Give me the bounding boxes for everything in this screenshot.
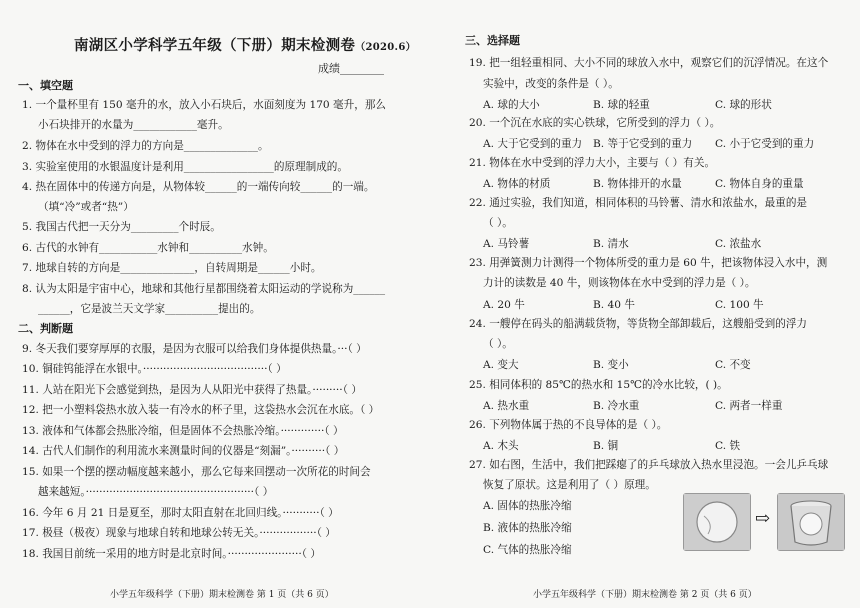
q21-option-a: A. 物体的材质 bbox=[483, 178, 551, 190]
q27-line2: 恢复了原状。这是利用了（ ）原理。 bbox=[483, 479, 656, 491]
q25-option-b: B. 冷水重 bbox=[593, 400, 640, 412]
title-text: 南湖区小学科学五年级（下册）期末检测卷 bbox=[74, 37, 356, 54]
arrow-icon: ⇨ bbox=[755, 508, 771, 529]
q23-option-b: B. 40 牛 bbox=[593, 299, 635, 311]
q19-line2: 实验中，改变的条件是（ ）。 bbox=[483, 78, 619, 90]
q24-line2: （ ）。 bbox=[483, 338, 513, 350]
q20-option-a: A. 大于它受到的重力 bbox=[483, 138, 583, 150]
q26: 26. 下列物体属于热的不良导体的是（ ）。 bbox=[469, 419, 668, 431]
q2: 2. 物体在水中受到的浮力的方向是______________。 bbox=[22, 140, 269, 152]
q23-option-c: C. 100 牛 bbox=[715, 299, 764, 311]
q7: 7. 地球自转的方向是______________，自转周期是______小时。 bbox=[22, 262, 322, 274]
q20: 20. 一个沉在水底的实心铁球，它所受到的浮力（ ）。 bbox=[469, 117, 721, 129]
q21-option-b: B. 物体排开的水量 bbox=[593, 178, 682, 190]
title-date: （2020.6） bbox=[355, 42, 416, 53]
q22-line2: （ ）。 bbox=[483, 217, 513, 229]
q19-line1: 19. 把一组轻重相同、大小不同的球放入水中，观察它们的沉浮情况。在这个 bbox=[469, 57, 829, 69]
score-field: 成绩________ bbox=[318, 62, 384, 75]
page-1-footer: 小学五年级科学（下册）期末检测卷 第 1 页（共 6 页） bbox=[110, 590, 334, 600]
q3: 3. 实验室使用的水银温度计是利用_________________的原理制成的。 bbox=[22, 161, 348, 173]
page-1 bbox=[18, 0, 428, 608]
q9: 9. 冬天我们要穿厚厚的衣服，是因为衣服可以给我们身体提供热量。···（ ） bbox=[22, 343, 367, 355]
section-judge: 二、判断题 bbox=[18, 322, 73, 335]
q26-option-c: C. 铁 bbox=[715, 440, 741, 452]
q22-option-a: A. 马铃薯 bbox=[483, 238, 530, 250]
q1-line2: 小石块排开的水量为____________毫升。 bbox=[38, 119, 229, 131]
q16: 16. 今年 6 月 21 日是夏至，那时太阳直射在北回归线。···········（ ） bbox=[22, 507, 339, 519]
q19-option-c: C. 球的形状 bbox=[715, 99, 772, 111]
dented-ball-icon bbox=[684, 494, 750, 550]
q19-option-a: A. 球的大小 bbox=[483, 99, 540, 111]
q15-line1: 15. 如果一个摆的摆动幅度越来越小，那么它每来回摆动一次所花的时间会 bbox=[22, 466, 371, 478]
q14: 14. 古代人们制作的利用流水来测量时间的仪器是“刻漏”。··········（ ） bbox=[22, 445, 345, 457]
q1-line1: 1. 一个量杯里有 150 毫升的水，放入小石块后，水面刻度为 170 毫升，那么 bbox=[22, 99, 387, 111]
q23-option-a: A. 20 牛 bbox=[483, 299, 525, 311]
q24-option-b: B. 变小 bbox=[593, 359, 629, 371]
section-fill-in: 一、填空题 bbox=[18, 79, 73, 92]
cup-with-ball-icon bbox=[778, 494, 844, 550]
page-2 bbox=[465, 0, 845, 608]
q20-option-b: B. 等于它受到的重力 bbox=[593, 138, 693, 150]
page-title bbox=[74, 34, 416, 55]
q21: 21. 物体在水中受到的浮力大小，主要与（ ）有关。 bbox=[469, 157, 716, 169]
hot-water-cup-image bbox=[777, 493, 845, 551]
q25-option-a: A. 热水重 bbox=[483, 400, 530, 412]
q15-line2: 越来越短。··················································（ ） bbox=[38, 486, 274, 498]
q4-line2: （填“冷”或者“热”） bbox=[38, 201, 134, 213]
q6: 6. 古代的水钟有___________水钟和__________水钟。 bbox=[22, 242, 274, 254]
q23-line1: 23. 用弹簧测力计测得一个物体所受的重力是 60 牛，把该物体浸入水中，测 bbox=[469, 257, 828, 269]
q24-option-a: A. 变大 bbox=[483, 359, 519, 371]
q26-option-a: A. 木头 bbox=[483, 440, 519, 452]
q24-option-c: C. 不变 bbox=[715, 359, 751, 371]
q5: 5. 我国古代把一天分为_________个时辰。 bbox=[22, 221, 221, 233]
q27-option-a: A. 固体的热胀冷缩 bbox=[483, 500, 572, 512]
q22-option-b: B. 清水 bbox=[593, 238, 629, 250]
q18: 18. 我国目前统一采用的地方时是北京时间。······················（ ） bbox=[22, 548, 321, 560]
q8-line1: 8. 认为太阳是宇宙中心，地球和其他行星都围绕着太阳运动的学说称为______ bbox=[22, 283, 386, 295]
q17: 17. 极昼（极夜）现象与地球自转和地球公转无关。·················（ ） bbox=[22, 527, 336, 539]
q25-option-c: C. 两者一样重 bbox=[715, 400, 783, 412]
dented-ball-image bbox=[683, 493, 751, 551]
q25: 25. 相同体积的 85℃的热水和 15℃的冷水比较，( )。 bbox=[469, 379, 728, 391]
q10: 10. 铜硅钨能浮在水银中。·····································（ ） bbox=[22, 363, 287, 375]
q19-option-b: B. 球的轻重 bbox=[593, 99, 650, 111]
q27-option-c: C. 气体的热胀冷缩 bbox=[483, 544, 572, 556]
q20-option-c: C. 小于它受到的重力 bbox=[715, 138, 815, 150]
q11: 11. 人站在阳光下会感觉到热，是因为人从阳光中获得了热量。·········（ ） bbox=[22, 384, 362, 396]
section-choice: 三、选择题 bbox=[465, 34, 520, 47]
q22-option-c: C. 浓盐水 bbox=[715, 238, 762, 250]
q12: 12. 把一小塑料袋热水放入装一有冷水的杯子里，这袋热水会沉在水底。（ ） bbox=[22, 404, 380, 416]
q21-option-c: C. 物体自身的重量 bbox=[715, 178, 804, 190]
q23-line2: 力计的读数是 40 牛，则该物体在水中受到的浮力是（ ）。 bbox=[483, 277, 756, 289]
q22-line1: 22. 通过实验，我们知道，相同体积的马铃薯、清水和浓盐水，最重的是 bbox=[469, 197, 808, 209]
q27-option-b: B. 液体的热胀冷缩 bbox=[483, 522, 572, 534]
q26-option-b: B. 铜 bbox=[593, 440, 619, 452]
q24-line1: 24. 一艘停在码头的船满载货物，等货物全部卸载后，这艘船受到的浮力 bbox=[469, 318, 808, 330]
q13: 13. 液体和气体都会热胀冷缩，但是固体不会热胀冷缩。·············（ ） bbox=[22, 425, 344, 437]
q27-line1: 27. 如右图，生活中，我们把踩瘪了的乒乓球放入热水里浸泡。一会儿乒乓球 bbox=[469, 459, 829, 471]
q8-line2: ______，它是波兰天文学家__________提出的。 bbox=[38, 303, 261, 315]
q4-line1: 4. 热在固体中的传递方向是，从物体较______的一端传向较______的一端。 bbox=[22, 181, 375, 193]
page-2-footer: 小学五年级科学（下册）期末检测卷 第 2 页（共 6 页） bbox=[533, 590, 757, 600]
